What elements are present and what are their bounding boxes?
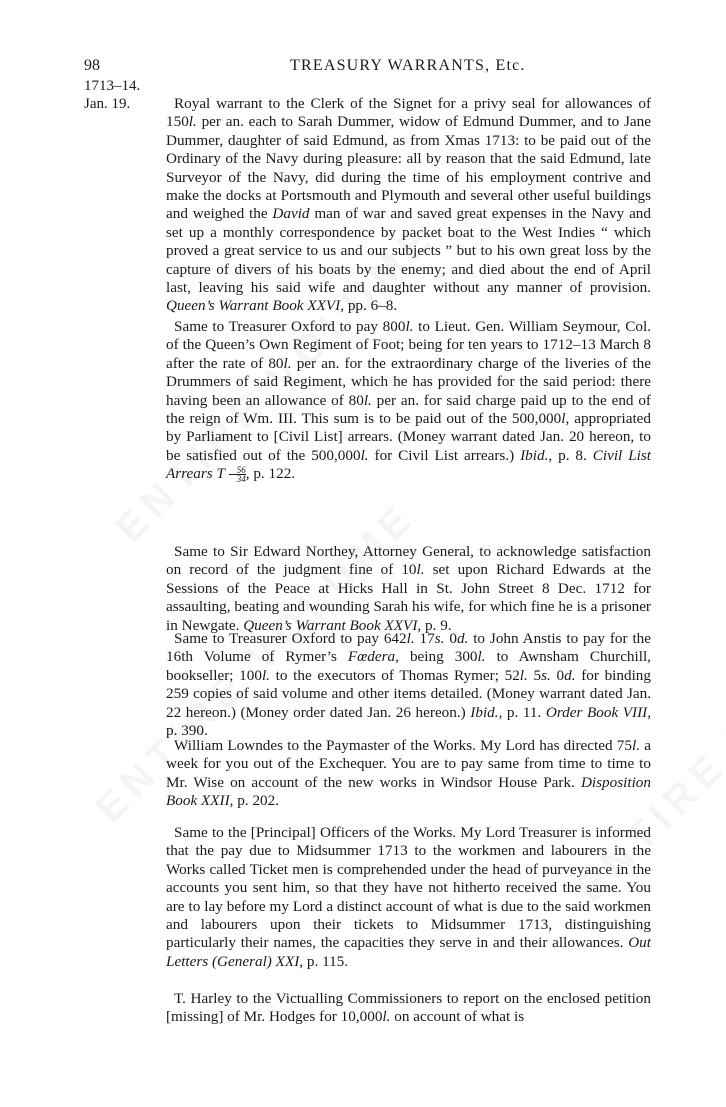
entry-anstis-foedera: Same to Treasurer Oxford to pay 642l. 17s. 0d. to John Anstis to pay for the 16th Volume of Rymer’s Fœdera, being 300l. to Awnsham Churchill, bookseller; 100l. to the executors of Thomas Rymer; 52l. 5s. 0d. for binding 259 copies of said volume and other items detailed. (Money warrant dated Jan. 22 hereon.) (Money order dated Jan. 26 hereon.) Ibid., p. 11. Order Book VIII, p. 390.: [166, 630, 652, 740]
source-reference: Queen’s Warrant Book XXVI: [166, 297, 341, 315]
source-reference: Civil List Arrears T: [166, 446, 652, 483]
source-reference: Order Book VIII: [545, 703, 648, 721]
entry-lowndes-works: William Lowndes to the Paymaster of the Works. My Lord has directed 75l. a week for you out of the Exchequer. You are to pay same from time to time to Mr. Wise on account of the new works in Windsor House Park. Disposition Book XXII, p. 202.: [166, 737, 651, 810]
ship-name: David: [272, 205, 310, 223]
margin-year: 1713–14.: [84, 78, 141, 94]
entry-dummer-allowance: Royal warrant to the Clerk of the Signet for a privy seal for allowances of 150l. per an. each to Sarah Dummer, widow of Edmund Dummer, and to Jane Dummer, daughter of said Edmund, as from Xmas 1713: to be paid out of the Ordinary of the Navy during pleasure: all by reason that the said Edmund, late Surveyor of the Navy, did during the time of his employment contrive and make the docks at Portsmouth and Plymouth and several other useful buildings and weighed the David man of war and saved great expenses in the Navy and set up a monthly correspondence by packet boat to the West Indies “ which proved a great service to us and our subjects ” but to his own great loss by the capture of divers of his boats by the enemy; and died about the end of April last, leaving his said wife and daughter without any manner of provision. Queen’s Warrant Book XXVI, pp. 6–8.: [166, 95, 651, 315]
running-title: TREASURY WARRANTS, Etc.: [290, 57, 526, 74]
entry-northey-fine: Same to Sir Edward Northey, Attorney General, to acknowledge satisfaction on record of the judgment fine of 10l. set upon Richard Edwards at the Sessions of the Peace at Hicks Hall in St. John Street 8 Dec. 1712 for assaulting, beating and wounding Sarah his wife, for which fine he is a prisoner in Newgate. Queen’s Warrant Book XXVI, p. 9.: [166, 543, 651, 634]
entry-seymour-regiment: Same to Treasurer Oxford to pay 800l. to Lieut. Gen. William Seymour, Col. of the Queen’s Own Regiment of Foot; being for ten years to 1712–13 March 8 after the rate of 80l. per an. for the extraordinary charge of the liveries of the Drummers of said Regiment, which he has provided for the said period: there having been an allowance of 80l. per an. for said charge paid up to the end of the reign of Wm. III. This sum is to be paid out of the 500,000l, appropriated by Parliament to [Civil List] arrears. (Money warrant dated Jan. 20 hereon, to be satisfied out of the 500,000l. for Civil List arrears.) Ibid., p. 8. Civil List Arrears T $\frac{56}{34}$ , p. 122.: [166, 318, 652, 485]
ibid-reference: Ibid.: [520, 446, 549, 464]
reference-fraction: $\frac{56}{34}$: [229, 466, 246, 483]
source-reference: Out Letters (General) XXI: [166, 934, 651, 970]
margin-date: Jan. 19.: [84, 96, 131, 112]
source-reference: Queen’s Warrant Book XXVI: [243, 616, 418, 634]
ibid-reference: Ibid.: [470, 703, 499, 721]
entry-harley-victualling: T. Harley to the Victualling Commissioners to report on the enclosed petition [missing] of Mr. Hodges for 10,000l. on account of what is: [166, 990, 651, 1026]
source-reference: Disposition Book XXII: [166, 773, 651, 810]
page-number: 98: [84, 57, 100, 74]
work-title: Fœdera: [347, 648, 396, 666]
entry-officers-of-works: Same to the [Principal] Officers of the Works. My Lord Treasurer is informed that the pay due to Midsummer 1713 to the workmen and labourers in the Works called Ticket men is comprehended under the head of purveyance in the accounts you sent him, so that they have not hitherto received the same. You are to lay before my Lord a distinct account of what is due to the said workmen and labourers upon their tickets to Midsummer 1713, distinguishing particularly their names, the capacities they serve in and their allowances. Out Letters (General) XXI, p. 115.: [166, 824, 651, 970]
page-header: [0, 57, 726, 77]
